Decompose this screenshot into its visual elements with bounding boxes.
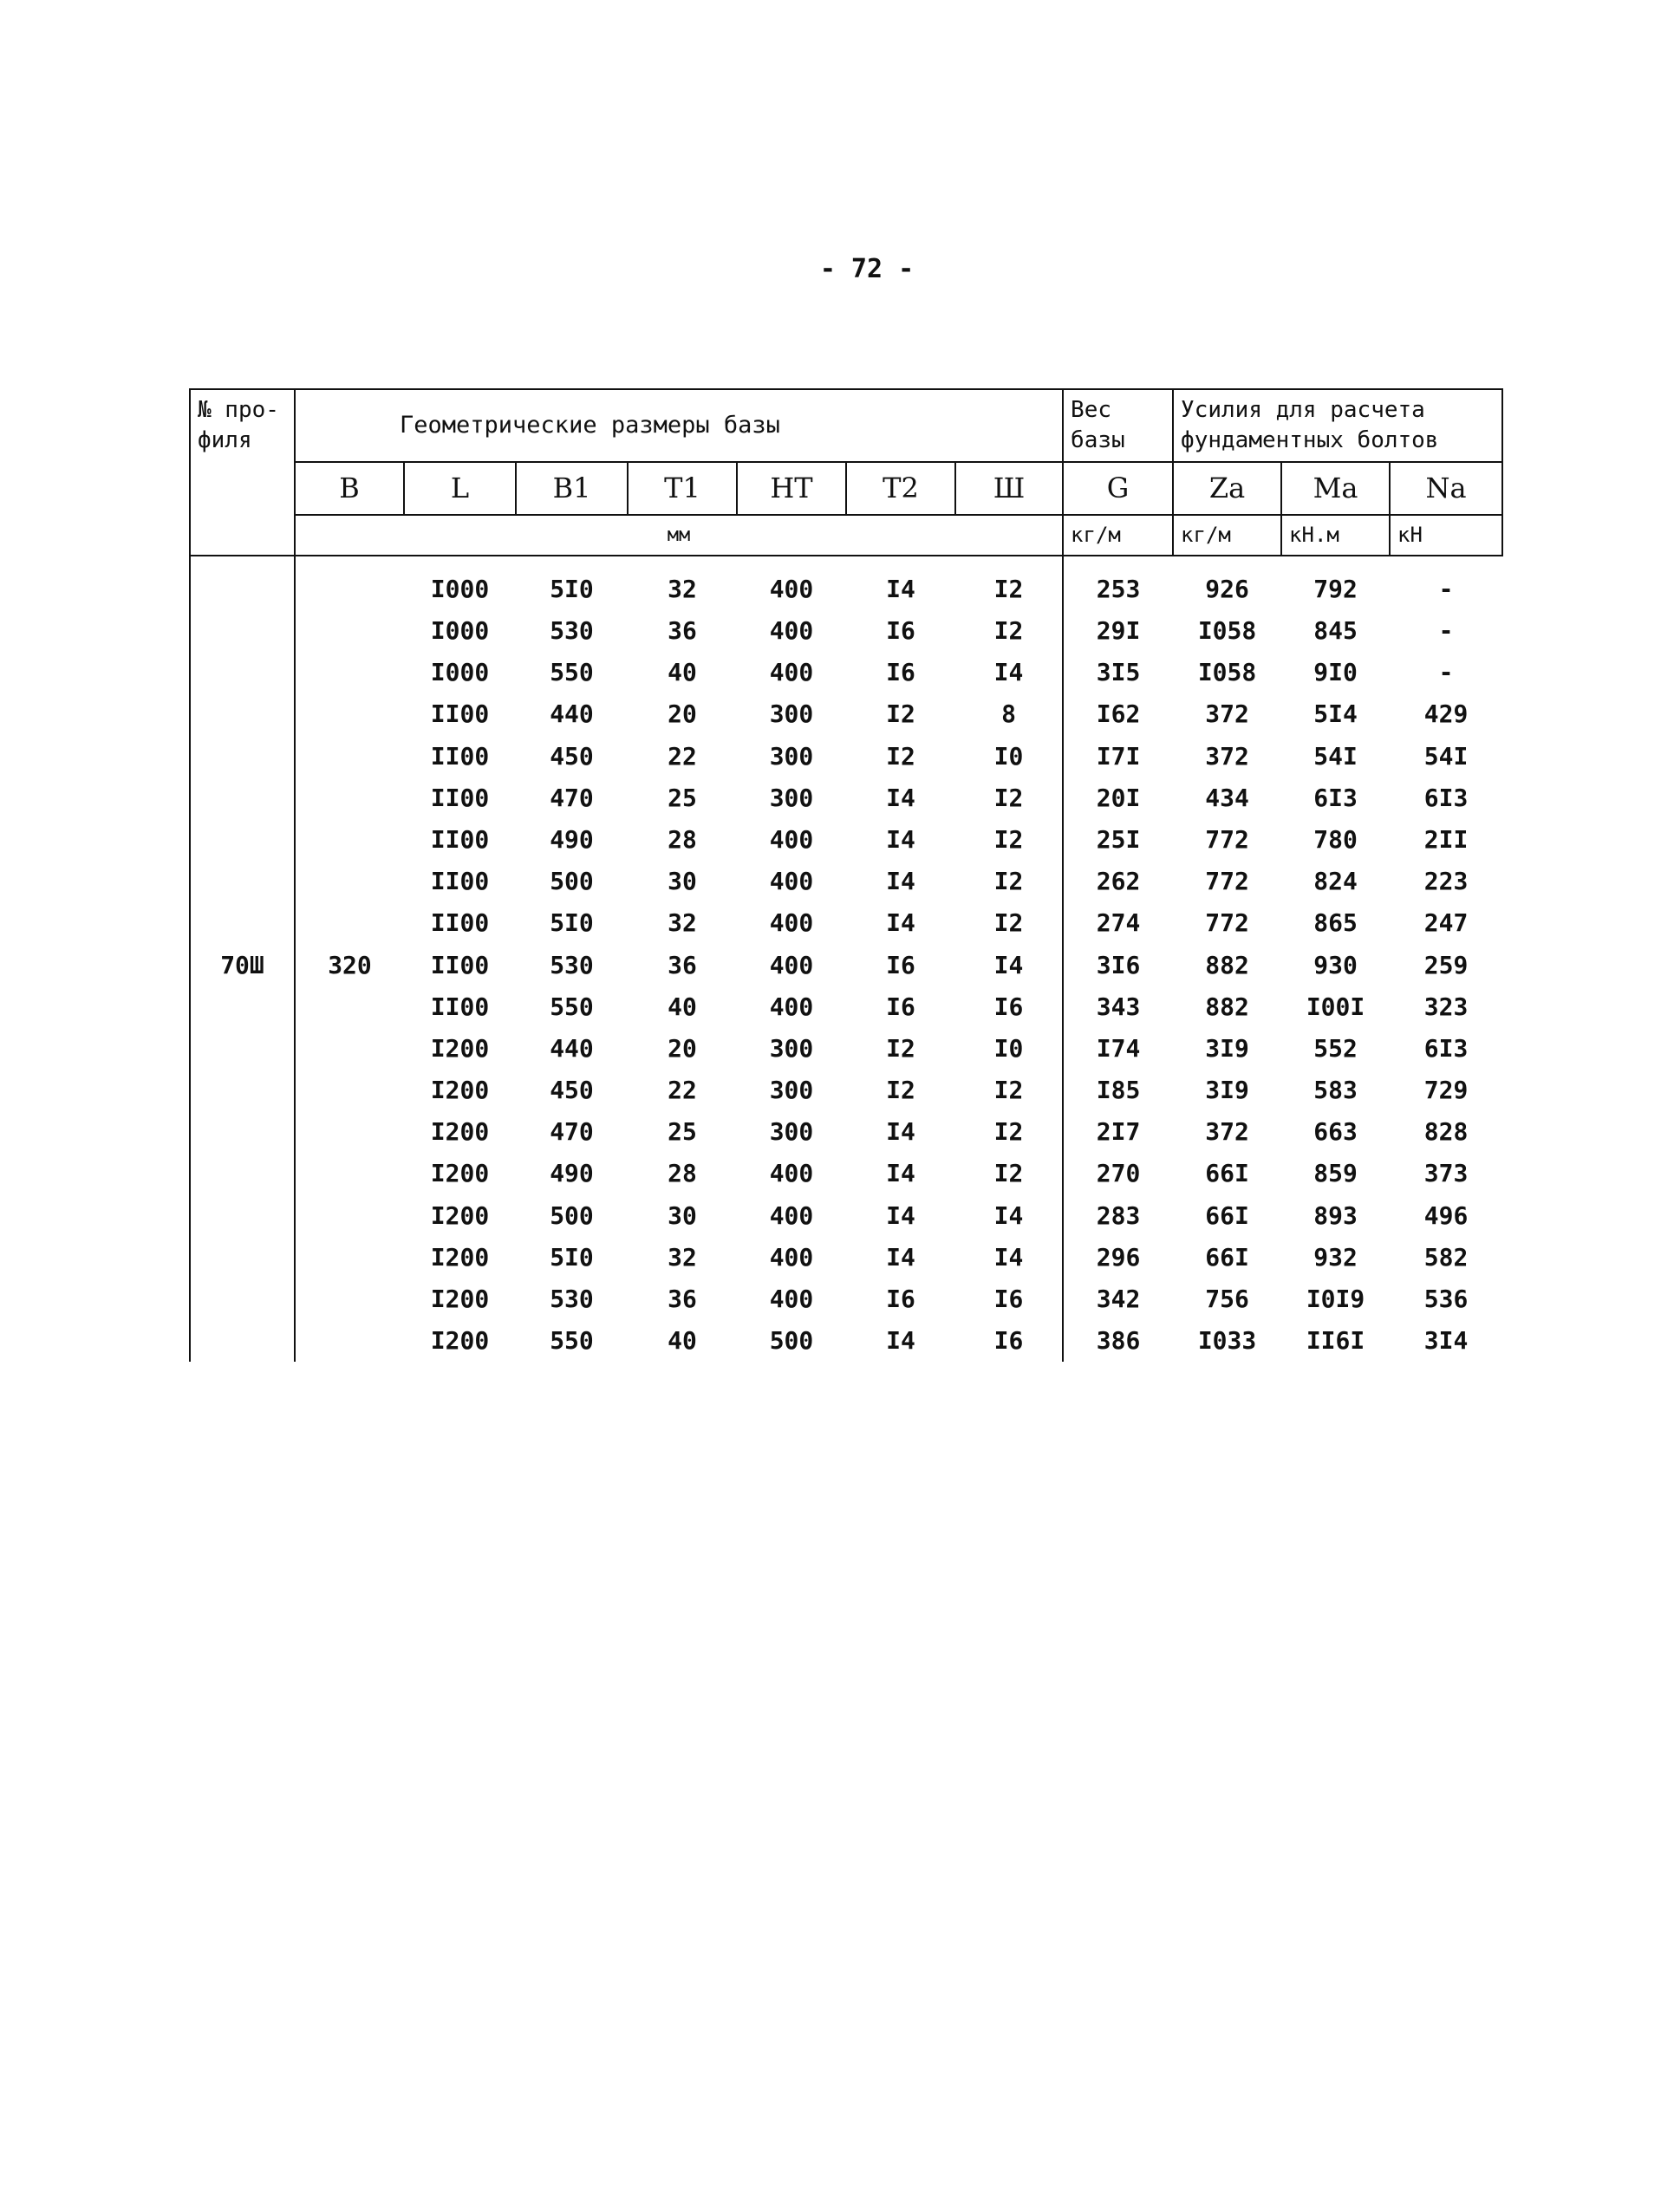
col-header-b: B bbox=[295, 462, 404, 515]
weight-header: Вес базы bbox=[1063, 389, 1173, 462]
cell-na: 259 bbox=[1423, 950, 1469, 979]
cell-ma: 893 bbox=[1313, 1200, 1358, 1230]
cell-za: 882 bbox=[1205, 950, 1249, 979]
cell-t1: 40 bbox=[668, 1326, 697, 1356]
unit-weight: кг/м bbox=[1063, 515, 1173, 555]
cell-l: II00 bbox=[430, 908, 490, 938]
cell-t2: I6 bbox=[886, 992, 915, 1021]
cell-za: 772 bbox=[1205, 824, 1249, 854]
cell-na: 582 bbox=[1423, 1242, 1469, 1272]
cell-g: I85 bbox=[1063, 1070, 1173, 1111]
cell-g: 283 bbox=[1063, 1195, 1173, 1237]
cell-b1: 440 bbox=[550, 699, 594, 729]
cell-t2: I4 bbox=[886, 783, 915, 812]
cell-b1: 500 bbox=[550, 867, 594, 896]
cell-t1: 36 bbox=[668, 616, 697, 646]
cell-za: 66I bbox=[1205, 1159, 1249, 1188]
cell-ht: 300 bbox=[769, 1117, 814, 1147]
cell-ma: 552 bbox=[1313, 1033, 1358, 1063]
cell-t1: 36 bbox=[668, 950, 697, 979]
cell-t1: 22 bbox=[668, 741, 697, 771]
cell-ma: 6I3 bbox=[1313, 783, 1358, 812]
cell-na: 223 bbox=[1423, 867, 1469, 896]
cell-ht: 400 bbox=[769, 908, 814, 938]
cell-b1: 530 bbox=[550, 1285, 594, 1314]
col-header-t1: T1 bbox=[628, 462, 737, 515]
cell-b1: 5I0 bbox=[550, 908, 594, 938]
forces-header: Усилия для расчета фундаментных болтов bbox=[1173, 389, 1502, 462]
cell-ma: I00I bbox=[1306, 992, 1365, 1021]
cell-t1: 40 bbox=[668, 992, 697, 1021]
geometry-header: Геометрические размеры базы bbox=[295, 389, 1063, 462]
cell-b1: 550 bbox=[550, 1326, 594, 1356]
cell-ma: 54I bbox=[1313, 741, 1358, 771]
cell-l: I200 bbox=[430, 1242, 490, 1272]
cell-ht: 400 bbox=[769, 658, 814, 687]
cell-ht: 300 bbox=[769, 1033, 814, 1063]
cell-ht: 400 bbox=[769, 1285, 814, 1314]
cell-ma: 9I0 bbox=[1313, 658, 1358, 687]
cell-za: 372 bbox=[1205, 1117, 1249, 1147]
cell-ma: 583 bbox=[1313, 1076, 1358, 1105]
cell-t2: I4 bbox=[886, 908, 915, 938]
table-row bbox=[190, 556, 1502, 610]
cell-ma: 865 bbox=[1313, 908, 1358, 938]
cell-za: I058 bbox=[1197, 616, 1257, 646]
cell-l: II00 bbox=[430, 992, 490, 1021]
cell-t1: 30 bbox=[668, 867, 697, 896]
cell-ht: 400 bbox=[769, 1159, 814, 1188]
cell-g: I74 bbox=[1063, 1028, 1173, 1070]
cell-b1: 450 bbox=[550, 1076, 594, 1105]
cell-g: I62 bbox=[1063, 693, 1173, 735]
col-header-t2: T2 bbox=[846, 462, 955, 515]
cell-l: I200 bbox=[430, 1326, 490, 1356]
cell-g: 274 bbox=[1063, 902, 1173, 944]
cell-ma: 845 bbox=[1313, 616, 1358, 646]
cell-t2: I6 bbox=[886, 950, 915, 979]
cell-za: I033 bbox=[1197, 1326, 1257, 1356]
cell-za: 772 bbox=[1205, 867, 1249, 896]
cell-ht: 400 bbox=[769, 950, 814, 979]
cell-t1: 32 bbox=[668, 908, 697, 938]
cell-l: I200 bbox=[430, 1285, 490, 1314]
cell-g: 342 bbox=[1063, 1278, 1173, 1320]
cell-ma: I0I9 bbox=[1306, 1285, 1365, 1314]
cell-g: 253 bbox=[1063, 556, 1173, 610]
cell-l: I200 bbox=[430, 1117, 490, 1147]
cell-ht: 400 bbox=[769, 867, 814, 896]
cell-t2: I6 bbox=[886, 1285, 915, 1314]
cell-na: 373 bbox=[1423, 1159, 1469, 1188]
cell-g: 386 bbox=[1063, 1320, 1173, 1362]
cell-t1: 32 bbox=[668, 1242, 697, 1272]
cell-t1: 25 bbox=[668, 1117, 697, 1147]
col-header-g: G bbox=[1063, 462, 1173, 515]
cell-sh: I2 bbox=[993, 616, 1024, 646]
cell-t2: I4 bbox=[886, 867, 915, 896]
cell-t2: I6 bbox=[886, 658, 915, 687]
cell-na: 729 bbox=[1423, 1076, 1469, 1105]
cell-sh: I2 bbox=[993, 574, 1024, 603]
cell-sh: I0 bbox=[993, 1033, 1024, 1063]
unit-ma: кН.м bbox=[1281, 515, 1390, 555]
cell-na: 2II bbox=[1423, 824, 1469, 854]
cell-sh: I2 bbox=[993, 908, 1024, 938]
col-header-za: Za bbox=[1173, 462, 1281, 515]
cell-g: 20I bbox=[1063, 777, 1173, 819]
cell-t1: 32 bbox=[668, 574, 697, 603]
cell-l: II00 bbox=[430, 867, 490, 896]
cell-ht: 400 bbox=[769, 824, 814, 854]
cell-za: I058 bbox=[1197, 658, 1257, 687]
cell-t2: I6 bbox=[886, 616, 915, 646]
cell-sh: I2 bbox=[993, 783, 1024, 812]
cell-za: 66I bbox=[1205, 1200, 1249, 1230]
cell-b1: 470 bbox=[550, 783, 594, 812]
cell-sh: 8 bbox=[1001, 699, 1016, 729]
cell-l: I200 bbox=[430, 1076, 490, 1105]
cell-na: 323 bbox=[1423, 992, 1469, 1021]
unit-geometry: мм bbox=[295, 515, 1063, 555]
cell-b1: 5I0 bbox=[550, 574, 594, 603]
cell-t2: I2 bbox=[886, 1033, 915, 1063]
cell-ma: 792 bbox=[1313, 574, 1358, 603]
cell-b1: 440 bbox=[550, 1033, 594, 1063]
cell-l: II00 bbox=[430, 783, 490, 812]
cell-t2: I4 bbox=[886, 1117, 915, 1147]
cell-ht: 400 bbox=[769, 992, 814, 1021]
cell-za: 926 bbox=[1205, 574, 1249, 603]
cell-na: - bbox=[1438, 574, 1454, 603]
cell-sh: I4 bbox=[993, 1242, 1024, 1272]
cell-b1: 500 bbox=[550, 1200, 594, 1230]
cell-ma: 780 bbox=[1313, 824, 1358, 854]
cell-ma: 5I4 bbox=[1313, 699, 1358, 729]
cell-l: I000 bbox=[430, 616, 490, 646]
cell-t1: 36 bbox=[668, 1285, 697, 1314]
cell-sh: I2 bbox=[993, 867, 1024, 896]
cell-ma: 932 bbox=[1313, 1242, 1358, 1272]
col-header-ma: Ma bbox=[1281, 462, 1390, 515]
cell-za: 882 bbox=[1205, 992, 1249, 1021]
cell-l: I200 bbox=[430, 1159, 490, 1188]
cell-l: I000 bbox=[430, 658, 490, 687]
cell-t2: I4 bbox=[886, 824, 915, 854]
cell-na: 429 bbox=[1423, 699, 1469, 729]
cell-ht: 400 bbox=[769, 1200, 814, 1230]
cell-t2: I4 bbox=[886, 574, 915, 603]
cell-l: II00 bbox=[430, 950, 490, 979]
profile-cell: 70Ш bbox=[190, 556, 295, 1363]
cell-g: 270 bbox=[1063, 1153, 1173, 1194]
cell-ht: 300 bbox=[769, 699, 814, 729]
cell-t2: I2 bbox=[886, 699, 915, 729]
cell-b1: 530 bbox=[550, 950, 594, 979]
cell-sh: I4 bbox=[993, 1200, 1024, 1230]
cell-t1: 20 bbox=[668, 1033, 697, 1063]
cell-b1: 530 bbox=[550, 616, 594, 646]
cell-t1: 28 bbox=[668, 1159, 697, 1188]
cell-na: 6I3 bbox=[1423, 783, 1469, 812]
cell-za: 3I9 bbox=[1205, 1033, 1249, 1063]
cell-g: 3I5 bbox=[1063, 652, 1173, 693]
cell-l: II00 bbox=[430, 824, 490, 854]
cell-t1: 28 bbox=[668, 824, 697, 854]
cell-t1: 20 bbox=[668, 699, 697, 729]
cell-l: I000 bbox=[430, 574, 490, 603]
cell-t1: 25 bbox=[668, 783, 697, 812]
cell-ma: 663 bbox=[1313, 1117, 1358, 1147]
profile-header: № про- филя bbox=[190, 389, 295, 556]
table-body bbox=[190, 556, 1502, 1363]
col-header-ht: HT bbox=[737, 462, 846, 515]
cell-za: 66I bbox=[1205, 1242, 1249, 1272]
cell-sh: I6 bbox=[993, 1326, 1024, 1356]
unit-za: кг/м bbox=[1173, 515, 1281, 555]
cell-g: 296 bbox=[1063, 1237, 1173, 1278]
cell-b1: 490 bbox=[550, 1159, 594, 1188]
cell-ht: 300 bbox=[769, 741, 814, 771]
cell-sh: I2 bbox=[993, 1117, 1024, 1147]
cell-g: 3I6 bbox=[1063, 944, 1173, 986]
cell-l: I200 bbox=[430, 1033, 490, 1063]
cell-sh: I2 bbox=[993, 1076, 1024, 1105]
cell-b1: 490 bbox=[550, 824, 594, 854]
col-header-sh: Ш bbox=[955, 462, 1063, 515]
cell-t1: 22 bbox=[668, 1076, 697, 1105]
cell-b1: 550 bbox=[550, 992, 594, 1021]
b-cell: 320 bbox=[295, 556, 404, 1363]
cell-za: 434 bbox=[1205, 783, 1249, 812]
cell-t2: I2 bbox=[886, 1076, 915, 1105]
cell-l: II00 bbox=[430, 741, 490, 771]
col-header-l: L bbox=[404, 462, 516, 515]
cell-ht: 400 bbox=[769, 1242, 814, 1272]
base-dimensions-table bbox=[189, 388, 1503, 1362]
cell-g: 262 bbox=[1063, 861, 1173, 902]
cell-b1: 450 bbox=[550, 741, 594, 771]
cell-na: 828 bbox=[1423, 1117, 1469, 1147]
page-number: - 72 - bbox=[819, 254, 915, 284]
cell-sh: I6 bbox=[993, 1285, 1024, 1314]
cell-b1: 470 bbox=[550, 1117, 594, 1147]
cell-ht: 300 bbox=[769, 783, 814, 812]
cell-t1: 30 bbox=[668, 1200, 697, 1230]
cell-ht: 400 bbox=[769, 616, 814, 646]
cell-t2: I4 bbox=[886, 1326, 915, 1356]
cell-na: - bbox=[1438, 658, 1454, 687]
cell-l: I200 bbox=[430, 1200, 490, 1230]
cell-za: 372 bbox=[1205, 741, 1249, 771]
cell-sh: I4 bbox=[993, 950, 1024, 979]
cell-sh: I0 bbox=[993, 741, 1024, 771]
cell-za: 3I9 bbox=[1205, 1076, 1249, 1105]
cell-na: 496 bbox=[1423, 1200, 1469, 1230]
cell-ma: 859 bbox=[1313, 1159, 1358, 1188]
cell-na: - bbox=[1438, 616, 1454, 646]
cell-na: 247 bbox=[1423, 908, 1469, 938]
cell-g: 2I7 bbox=[1063, 1111, 1173, 1153]
cell-ht: 400 bbox=[769, 574, 814, 603]
cell-sh: I6 bbox=[993, 992, 1024, 1021]
cell-za: 372 bbox=[1205, 699, 1249, 729]
cell-na: 536 bbox=[1423, 1285, 1469, 1314]
cell-g: 343 bbox=[1063, 986, 1173, 1028]
col-header-b1: B1 bbox=[516, 462, 628, 515]
cell-t2: I4 bbox=[886, 1242, 915, 1272]
cell-ht: 300 bbox=[769, 1076, 814, 1105]
cell-sh: I4 bbox=[993, 658, 1024, 687]
cell-sh: I2 bbox=[993, 1159, 1024, 1188]
col-header-na: Na bbox=[1390, 462, 1502, 515]
cell-g: I7I bbox=[1063, 736, 1173, 777]
cell-b1: 5I0 bbox=[550, 1242, 594, 1272]
cell-ma: II6I bbox=[1306, 1326, 1365, 1356]
cell-ma: 930 bbox=[1313, 950, 1358, 979]
cell-t2: I4 bbox=[886, 1159, 915, 1188]
cell-za: 756 bbox=[1205, 1285, 1249, 1314]
cell-t2: I2 bbox=[886, 741, 915, 771]
cell-t2: I4 bbox=[886, 1200, 915, 1230]
cell-g: 25I bbox=[1063, 819, 1173, 861]
cell-l: II00 bbox=[430, 699, 490, 729]
cell-g: 29I bbox=[1063, 610, 1173, 652]
cell-na: 3I4 bbox=[1423, 1326, 1469, 1356]
cell-na: 6I3 bbox=[1423, 1033, 1469, 1063]
cell-ht: 500 bbox=[769, 1326, 814, 1356]
cell-sh: I2 bbox=[993, 824, 1024, 854]
cell-t1: 40 bbox=[668, 658, 697, 687]
unit-na: кН bbox=[1390, 515, 1502, 555]
cell-ma: 824 bbox=[1313, 867, 1358, 896]
cell-b1: 550 bbox=[550, 658, 594, 687]
cell-na: 54I bbox=[1423, 741, 1469, 771]
cell-za: 772 bbox=[1205, 908, 1249, 938]
